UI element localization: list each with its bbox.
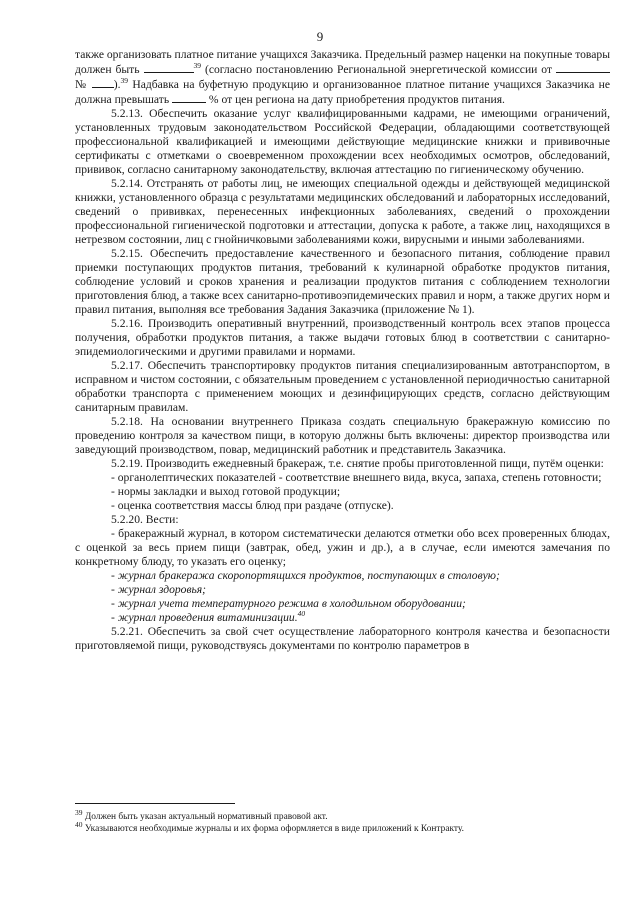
footnote-39	[75, 807, 610, 823]
intro-text-1: также организовать платное питание учащихся Заказчика. Предельный размер наценки на покупные товары должен быть	[75, 48, 610, 76]
footnote-ref-40: 40	[297, 609, 306, 619]
footnote-number: 40	[75, 819, 83, 829]
footnote-text: Должен быть указан актуальный нормативный правовой акт.	[82, 812, 328, 822]
bullet-vitamin-journal	[75, 611, 610, 625]
footnote-ref-39: 39	[193, 61, 201, 71]
footnotes	[75, 807, 610, 835]
bullet-perishables-journal: - журнал бракеража скоропортящихся продуктов, поступающих в столовую;	[111, 569, 500, 582]
intro-text-4: ).	[113, 78, 121, 91]
bullet-norms: - нормы закладки и выход готовой продукции;	[111, 485, 341, 498]
intro-text-6: % от цен региона на дату приобретения продуктов питания.	[206, 93, 505, 106]
bullet-health-journal: - журнал здоровья;	[111, 583, 207, 596]
clause-5-2-19: 5.2.19. Производить ежедневный бракераж, т.е. снятие пробы приготовленной пищи, путём оценки:	[111, 457, 604, 470]
intro-text-5: Надбавка на буфетную продукцию и организованное платное питание учащихся Заказчика не должна превышать	[75, 78, 610, 106]
footnote-40	[75, 819, 610, 835]
blank-markup-percent	[172, 92, 206, 103]
clause-5-2-16: 5.2.16. Производить оперативный внутренний, производственный контроль всех этапов процесса получения, обработки продуктов питания, а также выдачи готовых блюд в соответствии с санитарно-эпидемиологическими и другими правилами и нормами.	[75, 317, 610, 358]
clause-5-2-21: 5.2.21. Обеспечить за свой счет осуществление лабораторного контроля качества и безопасности приготовляемой пищи, руководствуясь документами по контролю параметров в	[75, 625, 610, 652]
clause-5-2-14: 5.2.14. Отстранять от работы лиц, не имеющих специальной одежды и действующей медицинской книжки, установленного образца с результатами медицинских обследований и лабораторных исследований, сведений о прививках, перенесенных инфекционных заболеваниях, сведений о прохождении профессиональной гигиенической подготовки и аттестации, допуска к работе, а также лиц, находящихся в нетрезвом состоянии, лиц с гнойничковыми заболеваниями кожи, вирусными и иными заболеваниями.	[75, 177, 610, 246]
intro-text-3: №	[75, 78, 92, 91]
footnote-text: Указываются необходимые журналы и их форма оформляется в виде приложений к Контракту.	[82, 824, 464, 834]
footnote-ref-39: 39	[120, 76, 129, 86]
clause-5-2-13: 5.2.13. Обеспечить оказание услуг квалифицированными кадрами, не имеющими ограничений, установленных трудовым законодательством Российской Федерации, обладающими соответствующей профессиональной квалификацией и имеющими действующие медицинские книжки и прививочные сертификаты с отметками о своевременном прохождении всех необходимых осмотров, обследований, прививок, согласно санитарному законодательству, включая аттестацию по гигиеническому обучению.	[75, 107, 610, 176]
clause-5-2-18: 5.2.18. На основании внутреннего Приказа создать специальную бракеражную комиссию по проведению контроля за качеством пищи, в которую должны быть включены: директор производства или заведующий производством, повар, медицинский работник и представитель Заказчика.	[75, 415, 610, 456]
blank-commission-date	[556, 62, 610, 73]
clause-5-2-20: 5.2.20. Вести:	[111, 513, 179, 526]
clause-5-2-15: 5.2.15. Обеспечить предоставление качественного и безопасного питания, соблюдение правил приемки поступающих продуктов питания, требований к кулинарной обработке продуктов питания, соблюдение условий и сроков хранения и реализации продуктов питания с соблюдением технологии приготовления блюд, а также всех санитарно-противоэпидемических правил и норм, а также других норм и правил питания, выполняя все требования Задания Заказчика (приложение № 1).	[75, 247, 610, 316]
page-number: 9	[316, 29, 324, 44]
bullet-brakerage-journal: - бракеражный журнал, в котором систематически делаются отметки обо всех проверенных блюдах, с оценкой за весь прием пищи (завтрак, обед, ужин и др.), а в случае, если имеются замечания по конкретному блюду, то указать его оценку;	[75, 527, 610, 568]
blank-markup-field	[144, 62, 194, 73]
document-body	[75, 48, 610, 653]
blank-commission-number	[92, 77, 114, 88]
bullet-temperature-journal: - журнал учета температурного режима в холодильном оборудовании;	[111, 597, 466, 610]
clause-5-2-17: 5.2.17. Обеспечить транспортировку продуктов питания специализированным автотранспортом, в исправном и чистом состоянии, с обязательным проведением с установленной периодичностью санитарной обработки транспорта с применением моющих и дезинфицирующих средств, согласно действующим санитарным правилам.	[75, 359, 610, 414]
bullet-organoleptic: - органолептических показателей - соответствие внешнего вида, вкуса, запаха, степень готовности;	[111, 471, 602, 484]
footnote-separator	[75, 803, 235, 804]
bullet-mass: - оценка соответствия массы блюд при раздаче (отпуске).	[111, 499, 394, 512]
intro-paragraph	[75, 48, 610, 107]
footnote-number: 39	[75, 807, 83, 817]
intro-text-2: (согласно постановлению Региональной энергетической комиссии от	[201, 63, 556, 76]
vitamin-journal-text: - журнал проведения витаминизации.	[111, 611, 298, 624]
